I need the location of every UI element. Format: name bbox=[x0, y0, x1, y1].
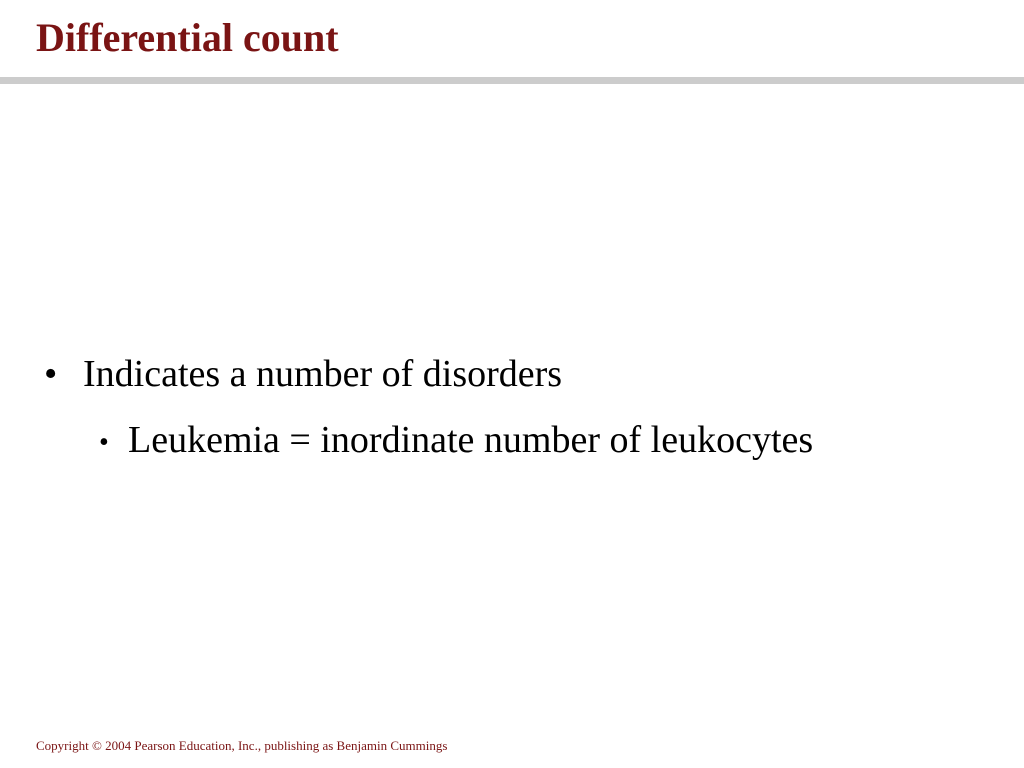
bullet-text: Leukemia = inordinate number of leukocytes bbox=[128, 419, 814, 461]
bullet-marker-icon: • bbox=[44, 353, 58, 395]
copyright-footer: Copyright © 2004 Pearson Education, Inc., publishing as Benjamin Cummings bbox=[36, 738, 448, 753]
slide-title: Differential count bbox=[36, 15, 339, 60]
bullet-marker-icon: • bbox=[99, 427, 109, 458]
bullet-text: Indicates a number of disorders bbox=[83, 353, 563, 395]
